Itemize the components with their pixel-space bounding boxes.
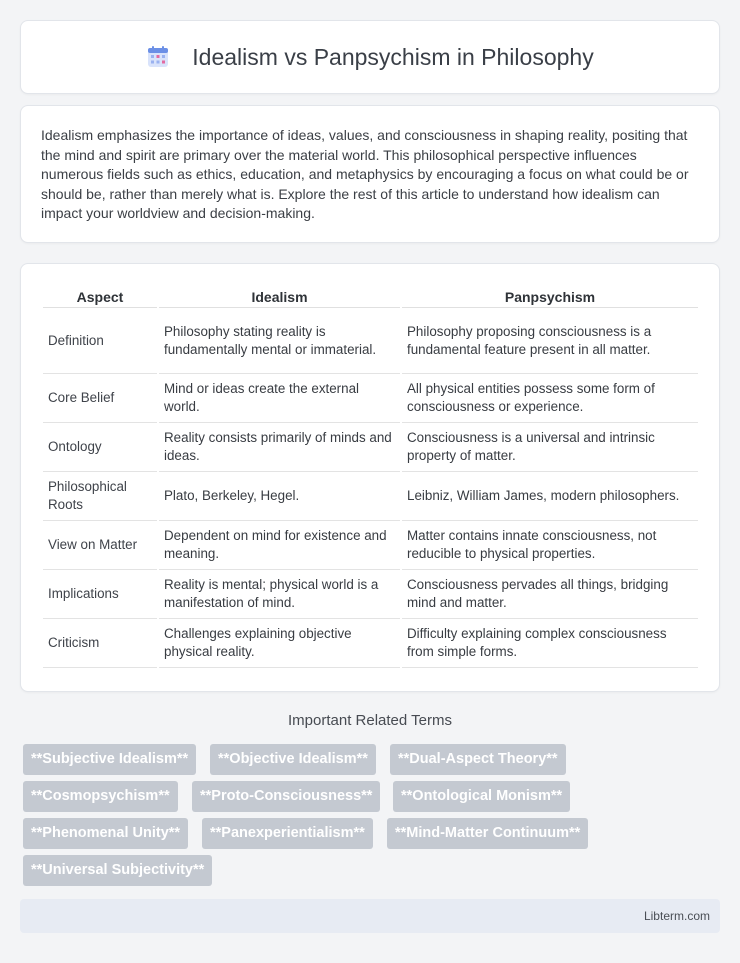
header-idealism: Idealism [159,284,400,308]
cell-panpsychism: Consciousness is a universal and intrinsic property of matter. [402,423,698,472]
cell-aspect: Criticism [43,619,157,668]
header-card [20,20,720,94]
header-panpsychism: Panpsychism [402,284,698,308]
header-aspect: Aspect [43,284,157,308]
table-row [43,374,698,423]
table-row [43,619,698,668]
cell-aspect: View on Matter [43,521,157,570]
comparison-table [41,284,700,668]
related-term-tag[interactable]: **Dual-Aspect Theory** [390,744,566,775]
table-row [43,423,698,472]
related-term-tag[interactable]: **Panexperientialism** [202,818,373,849]
cell-aspect: Implications [43,570,157,619]
related-term-tag[interactable]: **Mind-Matter Continuum** [387,818,588,849]
table-row [43,521,698,570]
related-term-tag[interactable]: **Cosmopsychism** [23,781,178,812]
cell-panpsychism: Difficulty explaining complex consciousness from simple forms. [402,619,698,668]
table-header-row [43,284,698,308]
related-term-tag[interactable]: **Subjective Idealism** [23,744,196,775]
cell-idealism: Challenges explaining objective physical reality. [159,619,400,668]
related-term-tag[interactable]: **Proto-Consciousness** [192,781,380,812]
cell-aspect: Core Belief [43,374,157,423]
cell-idealism: Mind or ideas create the external world. [159,374,400,423]
page-title: Idealism vs Panpsychism in Philosophy [192,43,594,70]
related-term-tag[interactable]: **Objective Idealism** [210,744,376,775]
cell-idealism: Reality consists primarily of minds and ideas. [159,423,400,472]
calendar-grid-icon [146,45,170,69]
cell-panpsychism: Matter contains innate consciousness, not reducible to physical properties. [402,521,698,570]
table-row [43,570,698,619]
cell-idealism: Philosophy stating reality is fundamentally mental or immaterial. [159,308,400,374]
footer [20,899,720,933]
related-terms-title: Important Related Terms [288,712,452,729]
related-term-tag[interactable]: **Ontological Monism** [393,781,570,812]
related-term-tag[interactable]: **Universal Subjectivity** [23,855,212,886]
cell-panpsychism: Philosophy proposing consciousness is a fundamental feature present in all matter. [402,308,698,374]
cell-aspect: Ontology [43,423,157,472]
cell-panpsychism: Consciousness pervades all things, bridging mind and matter. [402,570,698,619]
cell-panpsychism: All physical entities possess some form of consciousness or experience. [402,374,698,423]
comparison-card [20,263,720,692]
cell-aspect: Philosophical Roots [43,472,157,521]
footer-brand[interactable]: Libterm.com [643,909,710,923]
cell-idealism: Reality is mental; physical world is a manifestation of mind. [159,570,400,619]
table-row [43,308,698,374]
cell-panpsychism: Leibniz, William James, modern philosophers. [402,472,698,521]
cell-idealism: Plato, Berkeley, Hegel. [159,472,400,521]
cell-aspect: Definition [43,308,157,374]
intro-card [20,105,720,243]
intro-paragraph: Idealism emphasizes the importance of ideas, values, and consciousness in shaping reality, positing that the mind and spirit are primary over the material world. This philosophical perspective influences numerous fields such as ethics, education, and metaphysics by encouraging a focus on what could be or should be, rather than merely what is. Explore the rest of this article to understand how idealism can impact your worldview and decision-making. [41,127,689,222]
related-term-tag[interactable]: **Phenomenal Unity** [23,818,188,849]
cell-idealism: Dependent on mind for existence and meaning. [159,521,400,570]
table-row [43,472,698,521]
